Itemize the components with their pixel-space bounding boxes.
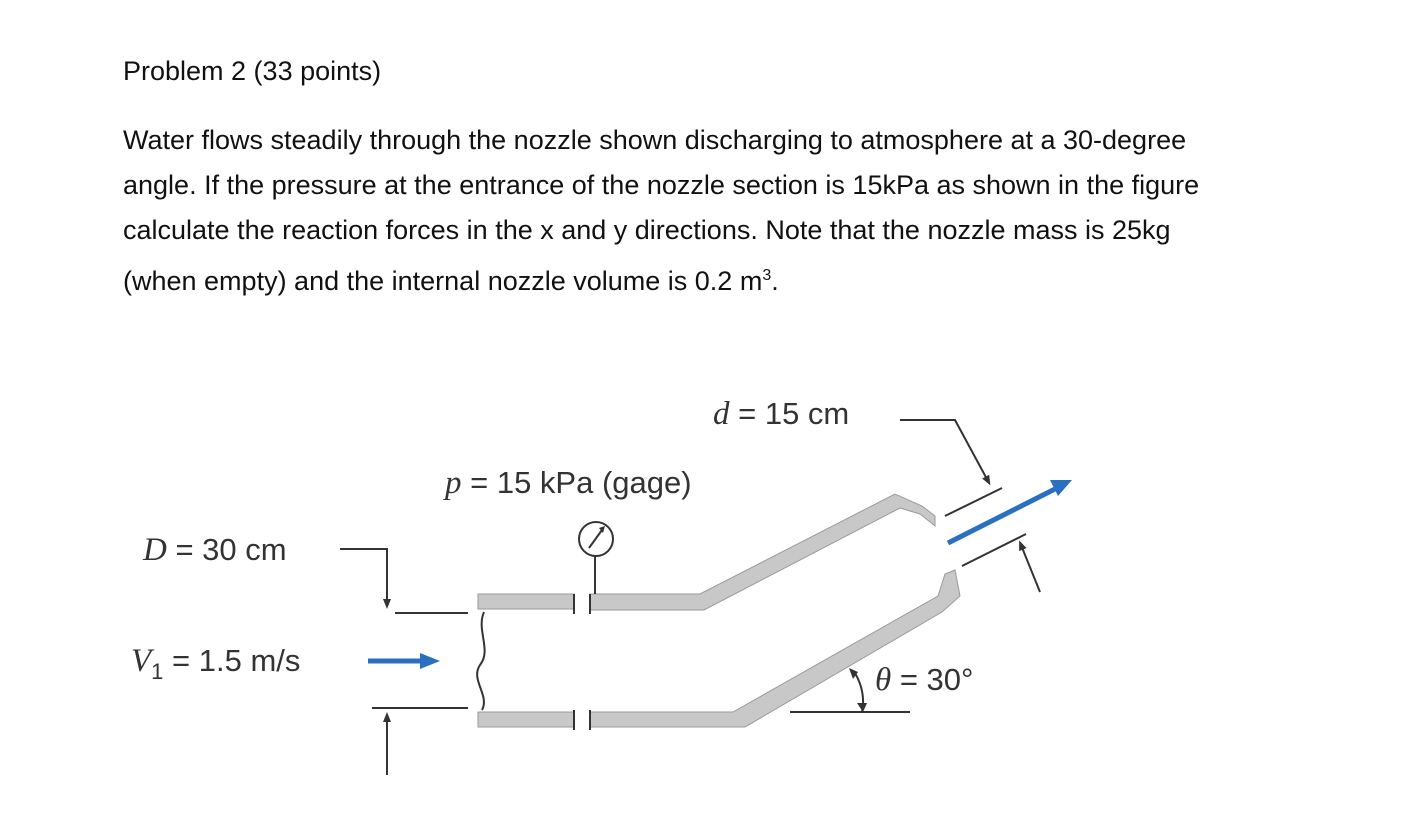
V-value: = 1.5 m/s: [163, 643, 301, 678]
D-symbol: D: [143, 532, 167, 568]
outlet-flow-arrow-icon: [948, 480, 1072, 543]
outlet-extension-lines: [945, 488, 1026, 566]
problem-title: Problem 2 (33 points): [123, 56, 382, 86]
theta-symbol: θ: [875, 662, 892, 698]
section-break: [477, 612, 485, 710]
inlet-flow-arrow-icon: [368, 653, 440, 669]
pressure-gauge-icon: [579, 522, 613, 594]
statement-line-1: Water flows steadily through the nozzle shown discharging to atmosphere at a 30-degree: [123, 125, 1187, 155]
p-symbol: p: [445, 465, 462, 501]
V1-label: [131, 643, 300, 684]
statement-line-4-text: (when empty) and the internal nozzle volume is 0.2 m: [123, 266, 763, 296]
p-label: [443, 465, 692, 501]
flange-joint: [574, 594, 590, 730]
V-symbol: V: [131, 643, 152, 679]
statement-line-3: calculate the reaction forces in the x and y directions. Note that the nozzle mass is 25kg: [123, 215, 1171, 245]
volume-superscript: 3: [762, 267, 772, 284]
d-symbol: d: [713, 396, 730, 432]
statement-line-2: angle. If the pressure at the entrance of the nozzle section is 15kPa as shown in the figure: [123, 170, 1200, 200]
D-value: = 30 cm: [166, 532, 287, 567]
statement-period: .: [771, 266, 779, 296]
upper-pipe-wall: [478, 494, 935, 610]
d-label: [713, 396, 849, 432]
theta-value: = 30°: [891, 662, 974, 697]
D-label: [142, 532, 287, 568]
p-value: = 15 kPa (gage): [461, 465, 692, 500]
d-value: = 15 cm: [729, 396, 850, 431]
V-subscript: 1: [151, 659, 164, 684]
theta-label: [875, 662, 973, 698]
